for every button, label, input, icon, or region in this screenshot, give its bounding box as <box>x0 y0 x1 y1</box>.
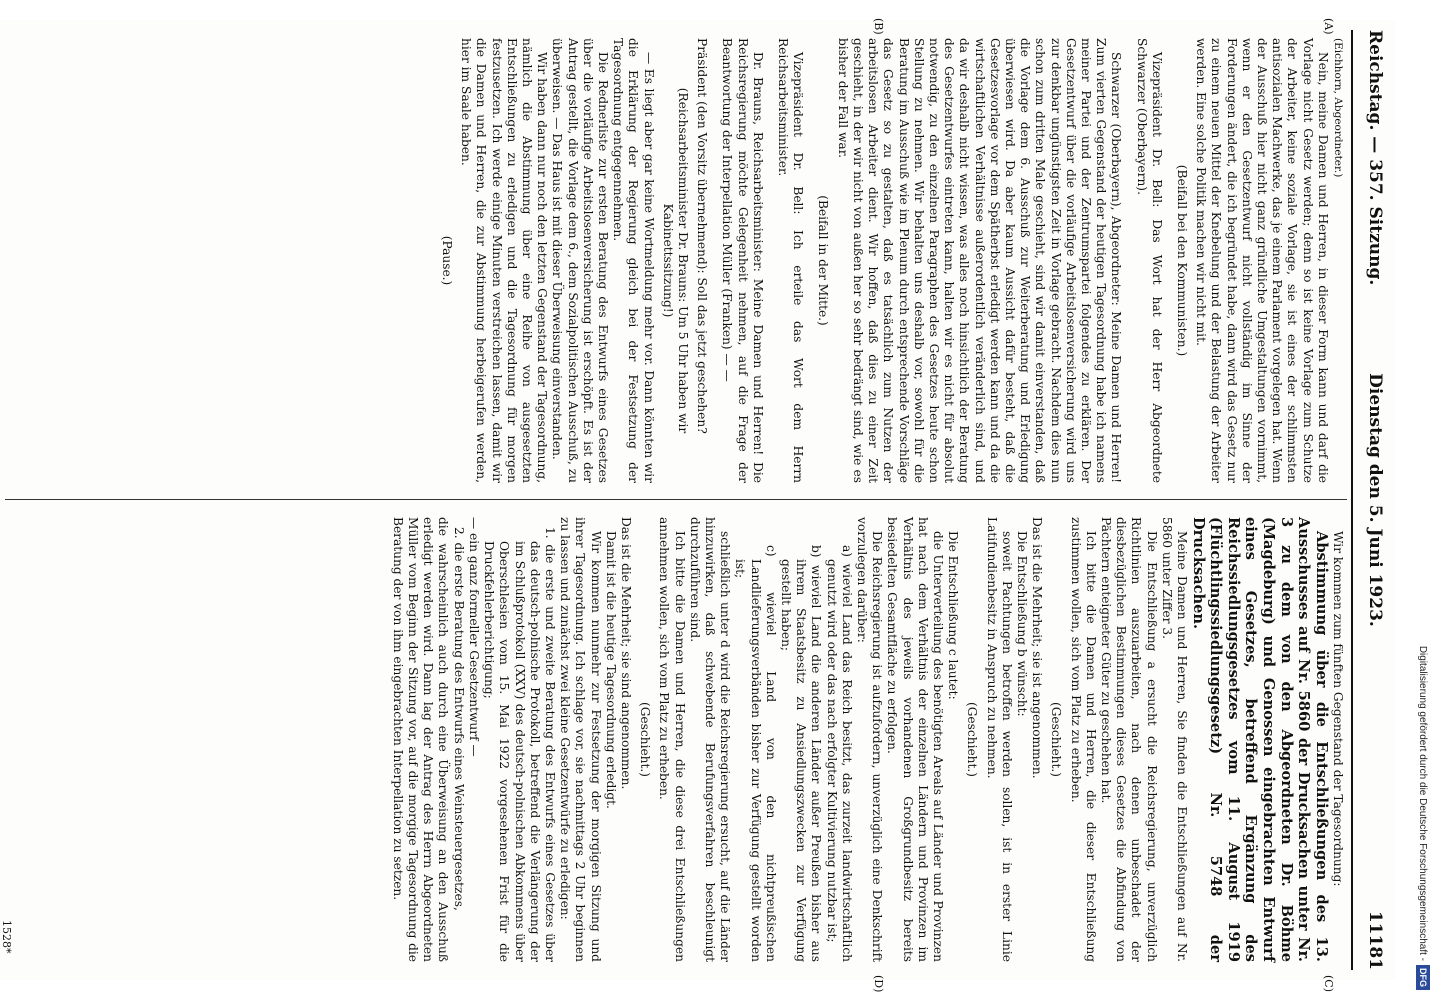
paragraph: Nein, meine Damen und Herren, in dieser Form kann und darf die Vorlage nicht Gesetz werden; denn so ist keine Vorlage zum Schutze der Arbeiter, keine soziale Vorlage, sie ist eines der schlimmsten antisozialen Machwerke, das je einem Parlament vorgelegen hat. Wenn der Ausschuß hier nicht ganz gründliche Umgestaltungen vornimmt, wenn er den Gesetzentwurf nicht vollständig im Sinne der Forderungen ändert, die ich begründet habe, dann wird das Gesetz nur zu einem neuen Mittel der Knebelung und der Belastung der Arbeiter werden. Eine solche Politik machen wir nicht mit. <box>1194 38 1330 483</box>
paragraph: 2. die erste Beratung des Entwurfs eines Weinsteuergesetzes, <box>451 527 466 911</box>
paragraph: Meine Damen und Herren, Sie finden die Entschließungen auf Nr. 5860 unter Ziffer 3. <box>1159 517 1190 962</box>
paragraph: (Geschieht.) <box>965 701 980 778</box>
paragraph: Wir kommen nunmehr zur Festsetzung der morgigen Sitzung und ihrer Tagesordnung. Ich schlage vor, sie nachmittags 2 Uhr beginnen zu lassen und zunächst zwei kleine Gesetzentwürfe zu erledigen: <box>558 517 603 962</box>
digitization-credit <box>1413 10 1431 990</box>
paragraph: Wir haben dann nur noch den letzten Gegenstand der Tagesordnung, nämlich die Abstimmung über eine Reihe von ausgesetzten Entschließungen zu erledigen und die Tagesordnung für morgen festzusetzen. Ich werde einige Minuten verstreichen lassen, damit wir die Damen und Herren, die zur Abstimmung herbeigerufen werden, hier im Saale haben. <box>459 38 550 483</box>
header-date: Dienstag den 5. Juni 1923. <box>1365 373 1385 627</box>
paragraph: die wahrscheinlich auch durch eine Überweisung an den Ausschuß erledigt werden wird. Dann lag der Antrag des Herrn Abgeordneten Müller vom Beginn der Sitzung vor, auf die morgige Tagesordnung die Beratung der von ihm eingebrachten Interpellation zu setzen. <box>390 517 451 962</box>
paragraph: b) wieviel Land die anderen Länder außer Preußen bisher aus ihrem Staatsbesitz zu Ansiedlungszwecken zur Verfügung gestellt haben; <box>778 545 824 962</box>
paragraph: Präsident (den Vorsitz übernehmend): Soll das jetzt geschehen? <box>695 38 710 434</box>
margin-marker-c: (C) <box>1322 975 1335 992</box>
paragraph: Vizepräsident Dr. Bell: Ich erteile das Wort dem Herrn Reichsarbeitsminister. <box>776 38 806 483</box>
paragraph: Dr. Brauns, Reichsarbeitsminister: Meine Damen und Herren! Die Reichsregierung möchte Gelegenheit nehmen, auf die Frage der Beantwortung der Interpellation Müller (Franken) — — <box>720 38 765 483</box>
margin-marker-d: (D) <box>872 975 885 993</box>
dfg-logo: DFG <box>1416 965 1430 990</box>
left-column <box>0 38 1345 483</box>
paragraph: a) wieviel Land das Reich besitzt, das zurzeit landwirtschaftlich genutzt wird oder das nach erfolgter Kultivierung nutzbar ist; <box>824 545 854 962</box>
paragraph: soweit Pachtungen betroffen werden sollen, ist in erster Linie Latifundienbesitz in Anspruch zu nehmen. <box>984 517 1014 962</box>
credit-text: Digitalisierung gefördert durch die Deutsche Forschungsgemeinschaft - <box>1417 645 1428 961</box>
paragraph: Die Entschließung c lautet: <box>946 531 961 700</box>
paragraph: Schwarzer (Oberbayern), Abgeordneter: Meine Damen und Herren! Zum vierten Gegenstand der heutigen Tagesordnung habe ich namens meiner Partei und der Zentrumspartei folgendes zu erklären. Der Gesetzentwurf über die vorläufige Arbeitslosenversicherung wird uns zur denkbar ungünstigsten Zeit in Vorlage gebracht. Nachdem dies nun schon zum dritten Male geschieht, sind wir damit einverstanden, daß die Vorlage dem 6. Ausschuß zur Weiterberatung und Erledigung überwiesen wird. Da aber kaum Aussicht dafür besteht, daß die Gesetzesvorlage vor dem Spätherbst erledigt werden kann und da die wirtschaftlichen Verhältnisse außerordentlich veränderlich sind, und da wir deshalb nicht wissen, was alles noch hinsichtlich der Beratung des Gesetzentwurfes eintreten kann, halten wir es nicht für absolut notwendig, zu den einzelnen Paragraphen des Gesetzes heute schon Stellung zu nehmen. Wir behalten uns deshalb vor, sowohl für die Beratung im Ausschuß wie im Plenum durch entsprechende Vorschläge das Gesetz so zu gestalten, daß es tatsächlich zum Nutzen der arbeitslosen Arbeiter dient. Wir hoffen, daß dies zu einer Zeit geschieht, in der wir nicht von außen her so sehr bedrängt sind, wie es bisher der Fall war. <box>835 38 1124 483</box>
page-header <box>1351 30 1395 970</box>
paragraph: — Es liegt aber gar keine Wortmeldung mehr vor. Dann könnten wir die Erklärung der Regierung gleich bei der Festsetzung der Tagesordnung entgegennehmen. <box>611 38 656 483</box>
paragraph: Die Rednerliste zur ersten Beratung des Entwurfs eines Gesetzes über die vorläufige Arbeitslosenversicherung ist erschöpft. Es ist der Antrag gestellt, die Vorlage dem 6., dem Sozialpolitischen Ausschuß, zu überweisen. — Das Haus ist mit dieser Überweisung einverstanden. <box>550 38 611 483</box>
paragraph: (Geschieht.) <box>638 701 653 778</box>
paragraph: (Beifall in der Mitte.) <box>816 195 831 326</box>
paragraph: — ein ganz formeller Gesetzentwurf — <box>466 517 481 757</box>
paragraph: Die Entschließung b wünscht: <box>1015 531 1030 717</box>
paragraph: Das ist die Mehrheit; sie ist angenommen. <box>1030 517 1045 779</box>
paragraph: Das ist die Mehrheit; sie sind angenommen. <box>618 517 633 790</box>
header-session: Reichstag. — 357. Sitzung. <box>1365 30 1385 286</box>
paragraph: Die Entschließung a ersucht die Reichsregierung, unverzüglich Richtlinien auszuarbeiten, nach denen unbeschadet der diesbezüglichen Bestimmungen dieses Gesetzes die Abfindung von Pächtern enteigneter Güter zu geschehen hat. <box>1099 517 1159 962</box>
margin-marker-b: (B) <box>872 18 885 35</box>
paragraph: Damit ist die heutige Tagesordnung erledigt. <box>603 531 618 809</box>
paragraph: Die Reichsregierung ist aufzufordern, unverzüglich eine Denkschrift vorzulegen darüber: <box>854 517 885 962</box>
paragraph: Ich bitte die Damen und Herren, die diese drei Entschließungen annehmen wollen, sich vom Platz zu erheben. <box>657 517 687 962</box>
right-column <box>0 517 1345 962</box>
paragraph: (Eichhorn, Abgeordneter.) <box>1332 38 1344 178</box>
paragraph: 1. die erste und zweite Beratung des Entwurfs eines Gesetzes über das deutsch-polnische Protokoll, betreffend die Verlängerung der im Schlußprotokoll (XXV) des deutsch-polnischen Abkommens über Oberschlesien vom 15. Mai 1922 vorgesehenen Frist für die Druckfehlerberichtigung; <box>482 527 557 962</box>
paragraph: (Beifall bei den Kommunisten.) <box>1174 164 1189 357</box>
paragraph: (Pause.) <box>440 235 455 286</box>
paragraph: schließlich unter d wird die Reichsregierung ersucht, auf die Länder hinzuwirken, daß schwebende Berufungsverfahren beschleunigt durchzuführen sind. <box>687 517 733 962</box>
paragraph: c) wieviel Land von den nichtpreußischen Landlieferungsverbänden bisher zur Verfügung gestellt worden ist; <box>733 545 778 962</box>
paragraph: Abstimmung über die Entschließungen des 13. Ausschusses auf Nr. 5860 der Drucksachen unter Nr. 3 zu dem von den Abgeordneten Dr. Böhme (Magdeburg) und Genossen eingebrachten Entwurf eines Gesetzes, betreffend Ergänzung des Reichssiedlungsgesetzes vom 11. August 1919 (Flüchtlingssiedlungsgesetz) Nr. 5748 der Drucksachen. <box>1189 517 1330 962</box>
paragraph: Vizepräsident Dr. Bell: Das Wort hat der Herr Abgeordnete Schwarzer (Oberbayern). <box>1134 38 1164 483</box>
margin-marker-a: (A) <box>1322 18 1335 35</box>
paragraph: Ich bitte die Damen und Herren, die dieser Entschließung zustimmen wollen, sich vom Platz zu erheben. <box>1068 517 1098 962</box>
scanned-page <box>0 18 1395 993</box>
paragraph: die Unterverteilung des benötigten Areals auf Länder und Provinzen hat nach dem Verhältnis der einzelnen Ländern und Provinzen im Verhältnis des jeweils vorhandenen Großgrundbesitz bereits besiedelten Gesamtfläche zu erfolgen. <box>885 517 945 962</box>
page-number: 11181 <box>1365 910 1385 970</box>
footnote-number: 1528* <box>0 920 13 954</box>
paragraph: (Geschieht.) <box>1049 701 1064 778</box>
paragraph: (Reichsarbeitsminister Dr. Brauns: Um 5 Uhr haben wir Kabinettssitzung!) <box>660 87 691 434</box>
paragraph: Wir kommen zum fünften Gegenstand der Tagesordnung: <box>1331 531 1345 887</box>
column-divider <box>5 499 1347 500</box>
